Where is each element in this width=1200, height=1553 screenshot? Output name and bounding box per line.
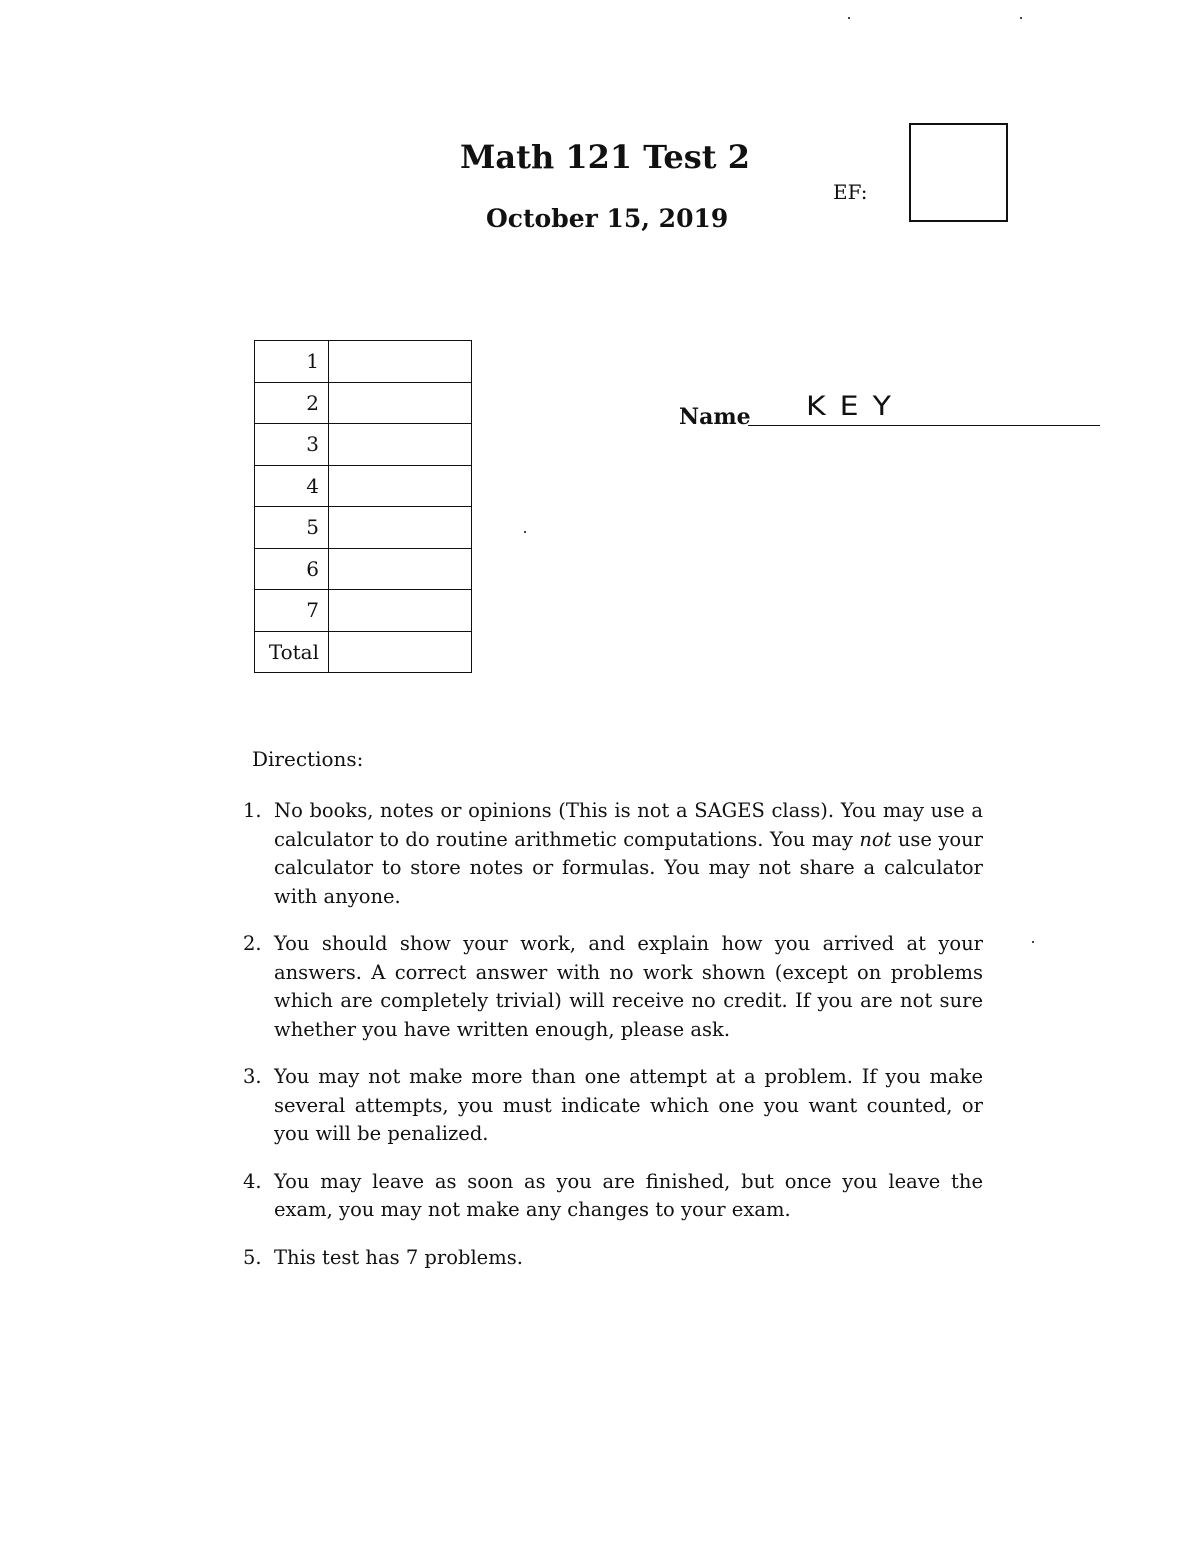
name-label: Name — [679, 404, 751, 430]
problem-label: 7 — [255, 590, 329, 632]
direction-text: You may leave as soon as you are finished, but once you leave the exam, you may not make any changes to your exam. — [274, 1169, 983, 1221]
exam-date: October 15, 2019 — [486, 204, 729, 233]
direction-index: 5. — [243, 1245, 262, 1269]
scan-speck — [1020, 17, 1022, 19]
ef-label: EF: — [833, 180, 868, 204]
problem-label: 1 — [255, 341, 329, 383]
direction-index: 4. — [243, 1169, 262, 1193]
score-row-5 — [255, 507, 472, 549]
score-cell[interactable] — [329, 465, 472, 507]
problem-label: 2 — [255, 382, 329, 424]
direction-text: You should show your work, and explain how you arrived at your answers. A correct answer with no work shown (except on problems which are completely trivial) will receive no credit. If you are not sure whether you have written enough, please ask. — [274, 932, 983, 1041]
problem-label: 4 — [255, 465, 329, 507]
scan-speck — [848, 17, 850, 19]
direction-text-after: use your calculator to store notes or formulas. You may not share a calculator with anyone. — [274, 827, 984, 908]
direction-item — [243, 1244, 983, 1273]
score-cell[interactable] — [329, 341, 472, 383]
direction-emphasis: not — [859, 827, 892, 851]
total-score-cell[interactable] — [329, 631, 472, 673]
directions-list — [243, 797, 983, 1291]
direction-item — [243, 1168, 983, 1225]
score-row-2 — [255, 382, 472, 424]
score-row-1 — [255, 341, 472, 383]
direction-item — [243, 930, 983, 1044]
score-row-total — [255, 631, 472, 673]
score-cell[interactable] — [329, 382, 472, 424]
score-row-6 — [255, 548, 472, 590]
score-cell[interactable] — [329, 548, 472, 590]
direction-text: This test has 7 problems. — [274, 1245, 523, 1269]
score-cell[interactable] — [329, 590, 472, 632]
problem-label: 6 — [255, 548, 329, 590]
score-row-7 — [255, 590, 472, 632]
scan-speck — [524, 531, 526, 533]
direction-item — [243, 797, 983, 911]
direction-index: 1. — [243, 799, 262, 822]
score-row-3 — [255, 424, 472, 466]
score-row-4 — [255, 465, 472, 507]
score-cell[interactable] — [329, 424, 472, 466]
problem-label: 3 — [255, 424, 329, 466]
direction-item — [243, 1063, 983, 1149]
direction-index: 3. — [243, 1065, 262, 1088]
score-cell[interactable] — [329, 507, 472, 549]
name-field[interactable] — [748, 425, 1100, 426]
problem-label: 5 — [255, 507, 329, 549]
direction-index: 2. — [243, 932, 262, 955]
name-handwritten-value: KEY — [806, 390, 905, 423]
direction-text: No books, notes or opinions (This is not a SAGES class). You may use a calculator to do routine arithmetic computations. You may — [274, 799, 983, 851]
page-title: Math 121 Test 2 — [460, 138, 750, 176]
score-table — [254, 340, 472, 673]
direction-text: You may not make more than one attempt at a problem. If you make several attempts, you must indicate which one you want counted, or you will be penalized. — [274, 1065, 983, 1145]
scan-speck — [1032, 941, 1034, 943]
ef-box[interactable] — [909, 123, 1008, 222]
directions-heading: Directions: — [252, 747, 364, 771]
total-label: Total — [255, 631, 329, 673]
